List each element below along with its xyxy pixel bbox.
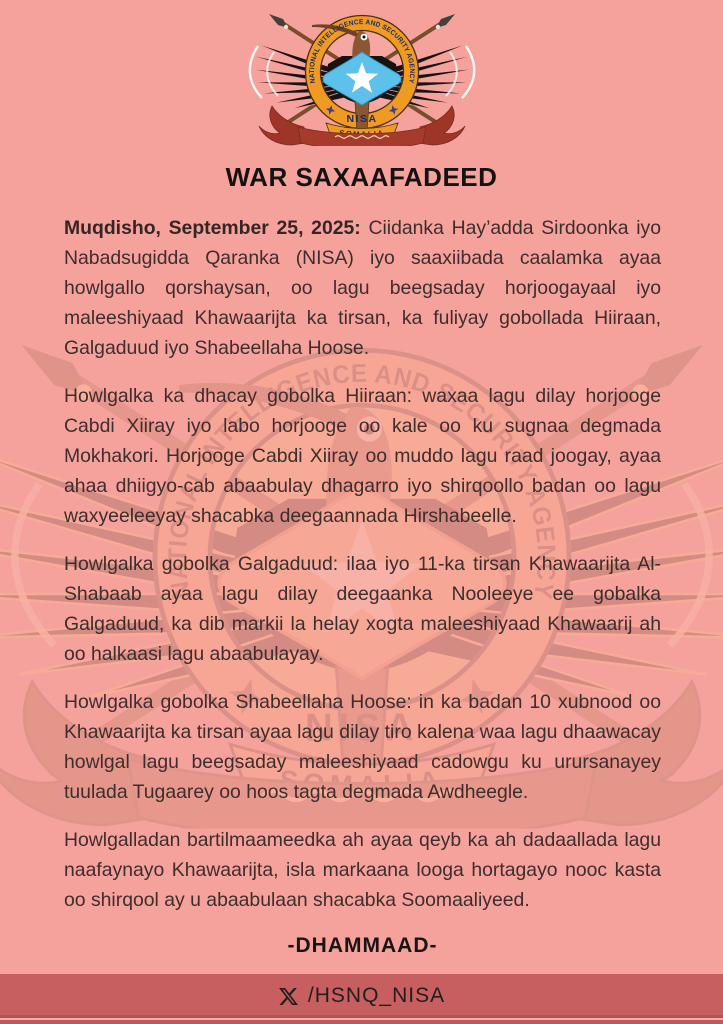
x-logo-icon (278, 986, 299, 1013)
footer-handle: /HSNQ_NISA (307, 984, 446, 1007)
header (0, 6, 723, 192)
nisa-logo (240, 6, 484, 146)
paragraph-conclusion: Howlgalladan bartilmaameedka ah ayaa qeyb ka ah dadaallada lagu naafaynayo Khawaarijta, isla markaana looga hortagayo nooc kasta oo shirqool ay u abaabulaan shacabka Soomaaliyeed. (64, 829, 661, 911)
footer-bar (0, 974, 723, 1024)
page-title: WAR SAXAAFADEED (225, 162, 498, 192)
closing-line: -DHAMMAAD- (287, 934, 438, 957)
paragraph-hiiraan: Howlgalka ka dhacay gobolka Hiiraan: waxaa lagu dilay horjooge Cabdi Xiiray iyo labo horjooge oo kale oo ku sugnaa degmada Mokhakori. Horjooge Cabdi Xiiray oo muddo lagu raad joogay, ayaa ahaa dhiigyo-cab abaabulay dhagarro iyo shirqoollo badan oo lagu waxyeeleeyay shacabka deegaannada Hirshabeelle. (64, 385, 661, 527)
paragraph-galgaduud: Howlgalka gobolka Galgaduud: ilaa iyo 11-ka tirsan Khawaarijta Al-Shabaab ayaa lagu dilay deegaanka Nooleeye ee gobalka Galgaduud, ka dib markii la helay xogta maleeshiyaad Khawaarij ah oo halkaasi lagu abaabulayay. (64, 553, 661, 665)
press-release-body (64, 213, 661, 959)
paragraph-intro (64, 213, 661, 363)
paragraph-intro-text: Ciidanka Hay’adda Sirdoonka iyo Nabadsugidda Qaranka (NISA) iyo saaxiibada caalamka ayaa howlgallo qorshaysan, oo lagu beegsaday horjoogayaal iyo maleeshiyaad Khawaarijta ka tirsan, ka fuliyay gobollada Hiiraan, Galgaduud iyo Shabeellaha Hoose. (64, 217, 661, 359)
dateline: Muqdisho, September 25, 2025: (64, 217, 361, 239)
paragraph-shabeellaha: Howlgalka gobolka Shabeellaha Hoose: in ka badan 10 xubnood oo Khawaarijta ka tirsan ayaa lagu dilay tiro kalena waa lagu dhaawacay howlgal lagu beegsaday maleeshiyaad cadowgu ku urursanayey tuulada Tugaarey oo hoos tagta degmada Awdheegle. (64, 691, 661, 803)
